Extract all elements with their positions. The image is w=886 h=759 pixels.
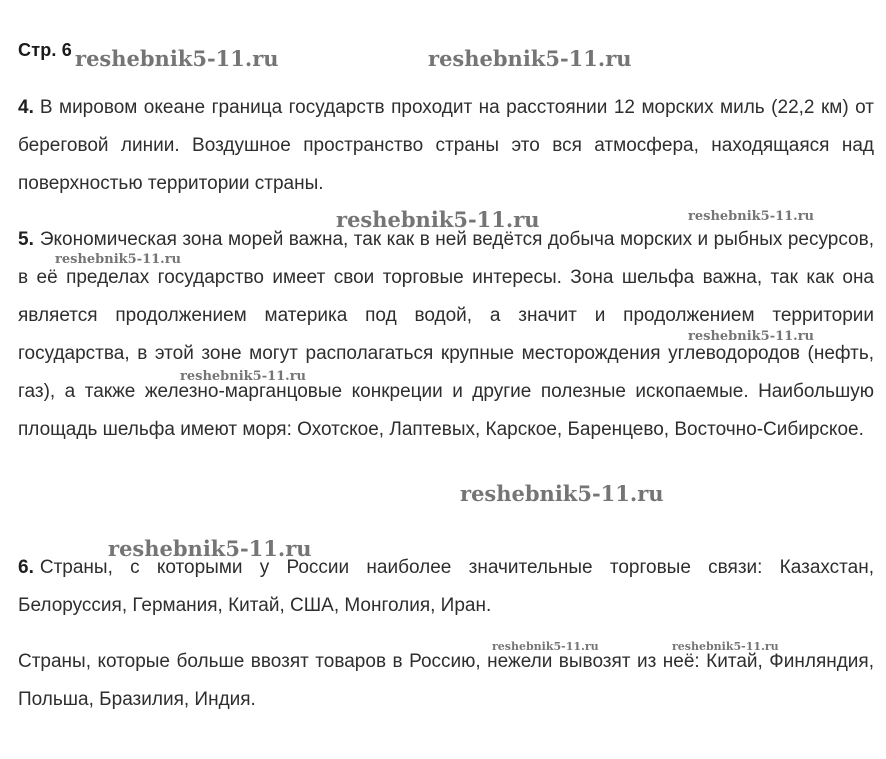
answer-text: Страны, с которыми у России наиболее значительные торговые связи: Казахстан, Белоруссия, Германия, Китай, США, Монголия, Иран. (18, 557, 874, 616)
page-header: Стр. 6 (18, 40, 73, 60)
watermark: reshebnik5-11.ru (492, 640, 599, 653)
answer-5 (18, 221, 874, 449)
answer-number: 6. (18, 557, 34, 578)
answer-number: 5. (18, 229, 34, 250)
watermark: reshebnik5-11.ru (688, 209, 815, 224)
answer-text: В мировом океане граница государств проходит на расстоянии 12 морских миль (22,2 км) от береговой линии. Воздушное пространство страны это вся атмосфера, находящаяся над поверхностью территории страны. (18, 97, 874, 194)
answer-text: Экономическая зона морей важна, так как в ней ведётся добыча морских и рыбных ресурсов, в её пределах государство имеет свои торговые интересы. Зона шельфа важна, так как она является продолжением материка под водой, а значит и продолжением территории государства, в этой зоне могут располагаться крупные месторождения углеводородов (нефть, газ), а также железно-марганцовые конкреции и другие полезные ископаемые. Наибольшую площадь шельфа имеют моря: Охотское, Лаптевых, Карское, Баренцево, Восточно-Сибирское. (18, 229, 874, 440)
watermark: reshebnik5-11.ru (672, 640, 779, 653)
watermark: reshebnik5-11.ru (75, 46, 279, 71)
watermark: reshebnik5-11.ru (460, 481, 664, 506)
extra-paragraph: Страны, которые больше ввозят товаров в Россию, нежели вывозят из неё: Китай, Финляндия, Польша, Бразилия, Индия. (18, 651, 874, 710)
answer-4 (18, 89, 874, 203)
watermark: reshebnik5-11.ru (428, 46, 632, 71)
answer-6 (18, 549, 874, 625)
watermark: reshebnik5-11.ru (180, 369, 307, 384)
watermark: reshebnik5-11.ru (688, 329, 815, 344)
watermark: reshebnik5-11.ru (336, 207, 540, 232)
watermark: reshebnik5-11.ru (55, 252, 182, 267)
watermark: reshebnik5-11.ru (108, 536, 312, 561)
answer-number: 4. (18, 97, 34, 118)
